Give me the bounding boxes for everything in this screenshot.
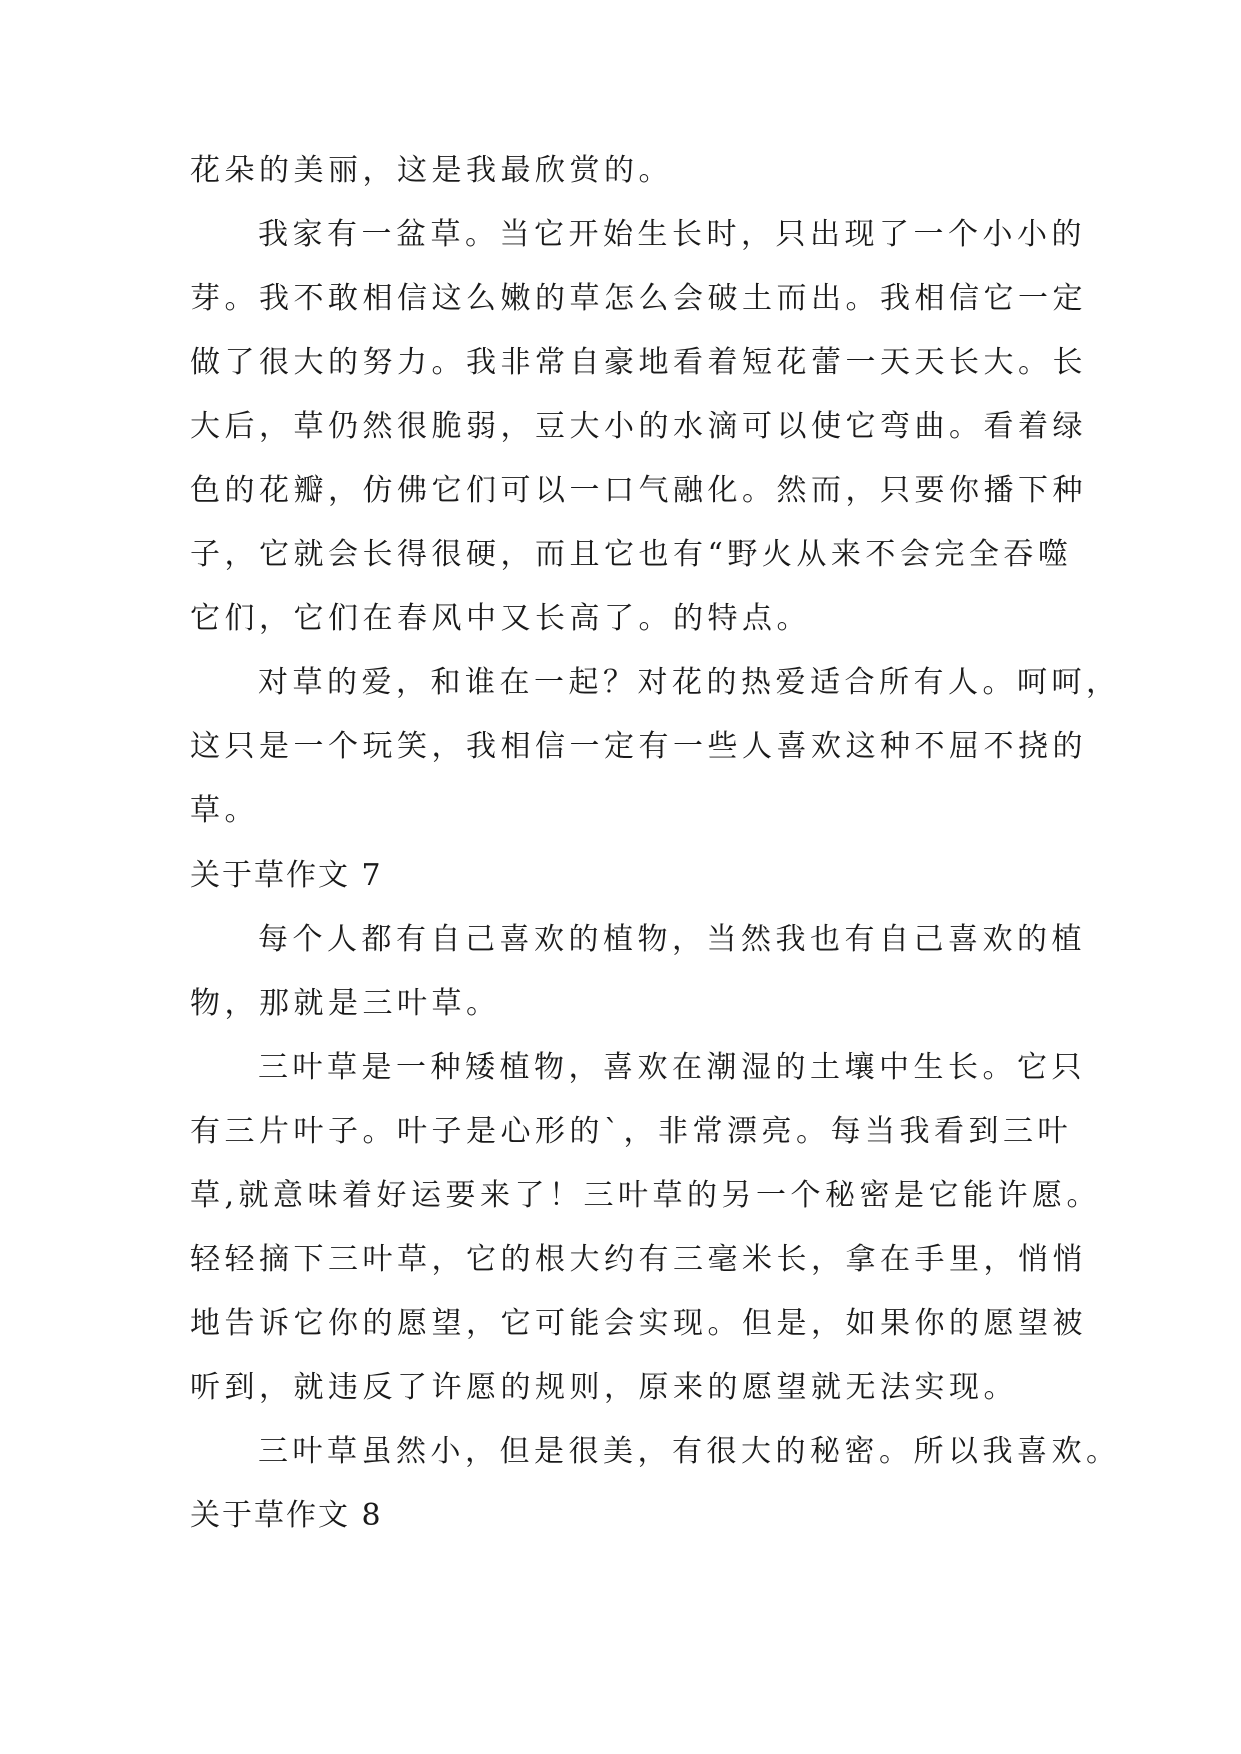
paragraph-line: 子，它就会长得很硬，而且它也有“野火从来不会完全吞噬	[190, 537, 1073, 572]
essay-continued-text	[190, 139, 1121, 843]
paragraph-line: 草。	[190, 793, 259, 828]
paragraph-line: 三叶草虽然小，但是很美，有很大的秘密。所以我喜欢。	[258, 1434, 1121, 1469]
essay-7	[190, 844, 1121, 1484]
paragraph-line: 大后，草仍然很脆弱，豆大小的水滴可以使它弯曲。看着绿	[190, 409, 1087, 444]
paragraph-line: 草,就意味着好运要来了！三叶草的另一个秘密是它能许愿。	[190, 1178, 1102, 1213]
paragraph-line: 物，那就是三叶草。	[190, 986, 501, 1021]
paragraph-line: 地告诉它你的愿望，它可能会实现。但是，如果你的愿望被	[190, 1306, 1087, 1341]
paragraph-line: 对草的爱，和谁在一起？对花的热爱适合所有人。呵呵，	[258, 665, 1121, 700]
paragraph-line: 每个人都有自己喜欢的植物，当然我也有自己喜欢的植	[258, 922, 1086, 957]
paragraph-line: 我家有一盆草。当它开始生长时，只出现了一个小小的	[258, 217, 1086, 252]
paragraph-line: 做了很大的努力。我非常自豪地看着短花蕾一天天长大。长	[190, 345, 1087, 380]
paragraph-line: 芽。我不敢相信这么嫩的草怎么会破土而出。我相信它一定	[190, 281, 1087, 316]
essay-title: 关于草作文 8	[190, 1498, 383, 1533]
paragraph-line: 花朵的美丽，这是我最欣赏的。	[190, 153, 673, 188]
paragraph-line: 这只是一个玩笑，我相信一定有一些人喜欢这种不屈不挠的	[190, 729, 1087, 764]
paragraph-line: 色的花瓣，仿佛它们可以一口气融化。然而，只要你播下种	[190, 473, 1087, 508]
paragraph-line: 三叶草是一种矮植物，喜欢在潮湿的土壤中生长。它只	[258, 1050, 1086, 1085]
essay-8	[190, 1484, 1052, 1548]
essay-title: 关于草作文 7	[190, 858, 383, 893]
paragraph-line: 它们，它们在春风中又长高了。的特点。	[190, 601, 811, 636]
paragraph-line: 有三片叶子。叶子是心形的`，非常漂亮。每当我看到三叶	[190, 1114, 1072, 1149]
paragraph-line: 听到，就违反了许愿的规则，原来的愿望就无法实现。	[190, 1370, 1018, 1405]
paragraph-line: 轻轻摘下三叶草，它的根大约有三毫米长，拿在手里，悄悄	[190, 1242, 1087, 1277]
